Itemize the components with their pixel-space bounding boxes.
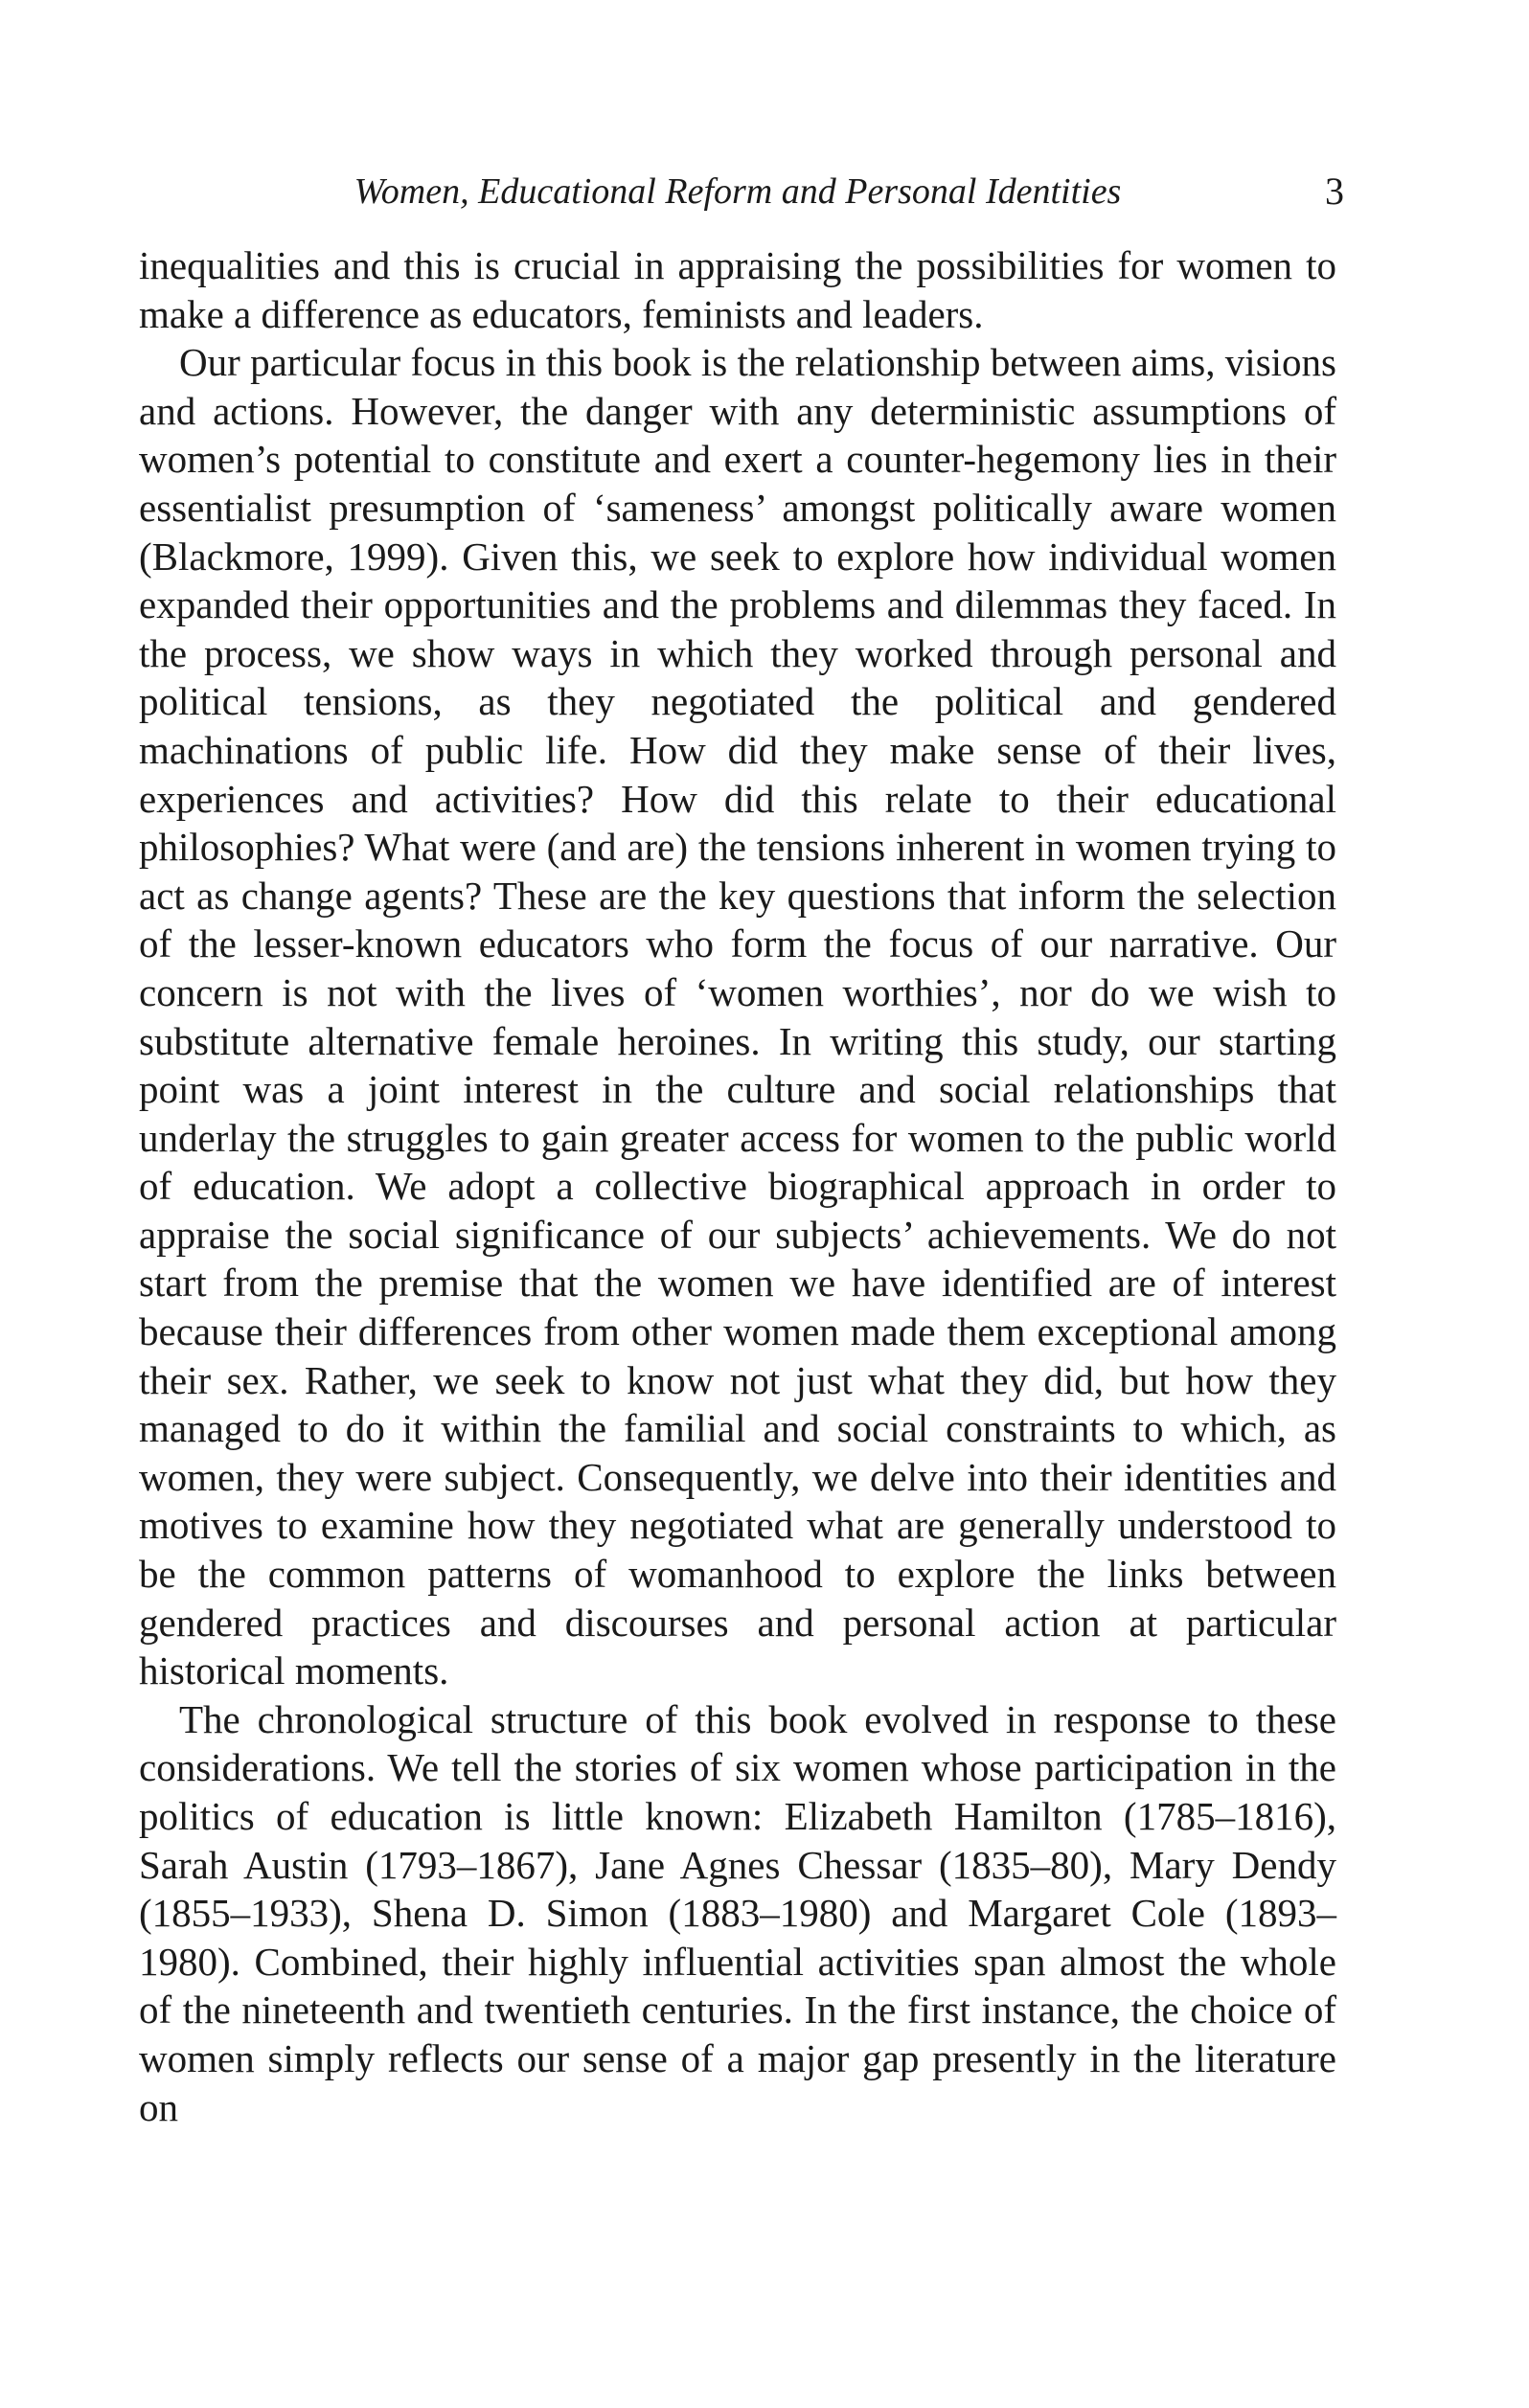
paragraph-chronological-structure: The chronological structure of this book evolved in response to these considerations. We tell the stories of six women whose participation in the politics of education is little known: Elizabeth Hamilton (1785–1816), Sarah Austin (1793–1867), Jane Agnes Chessar (1835–80), Mary Dendy (1855–1933), Shena D. Simon (1883–1980) and Margaret Cole (1893–1980). Combined, their highly influential activities span almost the whole of the nineteenth and twentieth centuries. In the first instance, the choice of women simply reflects our sense of a major gap presently in the literature on (139, 1696, 1336, 2129)
paragraph-focus: Our particular focus in this book is the relationship between aims, visions and actions. However, the danger with any deterministic assumptions of women’s potential to constitute and exert a counter-hegemony lies in their essentialist presumption of ‘sameness’ amongst politically aware women (Blackmore, 1999). Given this, we seek to explore how individual women expanded their opportunities and the problems and dilemmas they faced. In the process, we show ways in which they worked through personal and political tensions, as they negotiated the political and gendered machinations of public life. How did they make sense of their lives, experiences and activities? How did this relate to their educational philosophies? What were (and are) the tensions inherent in women trying to act as change agents? These are the key questions that inform the selection of the lesser-known educators who form the focus of our narrative. Our concern is not with the lives of ‘women worthies’, nor do we wish to substitute alternative female heroines. In writing this study, our starting point was a joint interest in the culture and social relationships that underlay the struggles to gain greater access for women to the public world of education. We adopt a collective biographical approach in order to appraise the social significance of our subjects’ achievements. We do not start from the premise that the women we have identified are of interest because their differences from other women made them exceptional among their sex. Rather, we seek to know not just what they did, but how they managed to do it within the familial and social constraints to which, as women, they were subject. Consequently, we delve into their identities and motives to examine how they negotiated what are generally understood to be the common patterns of womanhood to explore the links between gendered practices and discourses and personal action at particular historical moments. (139, 340, 1336, 1693)
page-number: 3 (1325, 170, 1344, 213)
paragraph-continuation: inequalities and this is crucial in appraising the possibilities for women to make a difference as educators, feminists and leaders. (139, 243, 1336, 336)
running-title: Women, Educational Reform and Personal Identities (354, 171, 1122, 212)
body-text (139, 241, 1336, 2131)
running-head (139, 163, 1344, 220)
